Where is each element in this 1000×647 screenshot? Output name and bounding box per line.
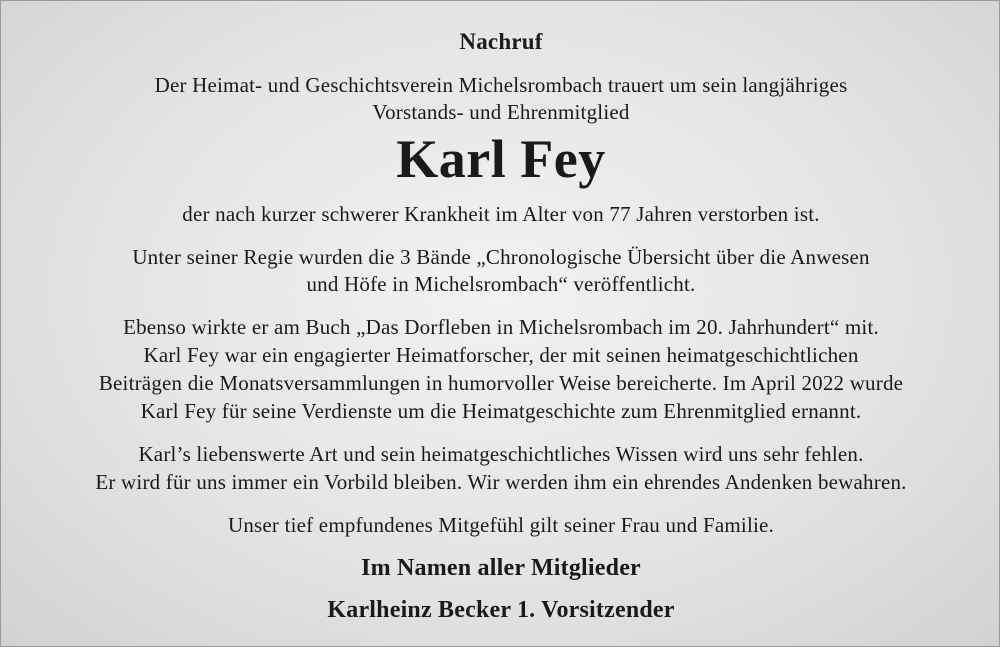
deceased-name: Karl Fey — [396, 129, 606, 189]
paragraph-1-line-2: und Höfe in Michelsrombach“ veröffentlicht. — [306, 272, 696, 296]
paragraph-2-line-2: Karl Fey war ein engagierter Heimatforscher, der mit seinen heimatgeschichtlichen — [143, 343, 859, 367]
paragraph-2-line-3: Beiträgen die Monatsversammlungen in humorvoller Weise bereicherte. Im April 2022 wurde — [98, 371, 904, 395]
paragraph-1-line-1: Unter seiner Regie wurden die 3 Bände „Chronologische Übersicht über die Anwesen — [132, 245, 870, 269]
paragraph-2-line-4: Karl Fey für seine Verdienste um die Heimatgeschichte zum Ehrenmitglied ernannt. — [140, 399, 862, 423]
closing-line: Im Namen aller Mitglieder — [361, 555, 641, 581]
intro-line-2: Vorstands- und Ehrenmitglied — [372, 100, 630, 124]
intro-line-1: Der Heimat- und Geschichtsverein Michelsrombach trauert um sein langjähriges — [154, 73, 848, 97]
paragraph-2-line-1: Ebenso wirkte er am Buch „Das Dorfleben in Michelsrombach im 20. Jahrhundert“ mit. — [123, 315, 879, 339]
notice-title: Nachruf — [459, 29, 543, 54]
paragraph-3-line-2: Er wird für uns immer ein Vorbild bleiben. Wir werden ihm ein ehrendes Andenken bewahren. — [95, 470, 907, 494]
condolence-line: Unser tief empfundenes Mitgefühl gilt seiner Frau und Familie. — [227, 513, 775, 537]
signatory-line: Karlheinz Becker 1. Vorsitzender — [327, 597, 675, 623]
death-line: der nach kurzer schwerer Krankheit im Alter von 77 Jahren verstorben ist. — [182, 202, 820, 226]
paragraph-3-line-1: Karl’s liebenswerte Art und sein heimatgeschichtliches Wissen wird uns sehr fehlen. — [138, 442, 864, 466]
